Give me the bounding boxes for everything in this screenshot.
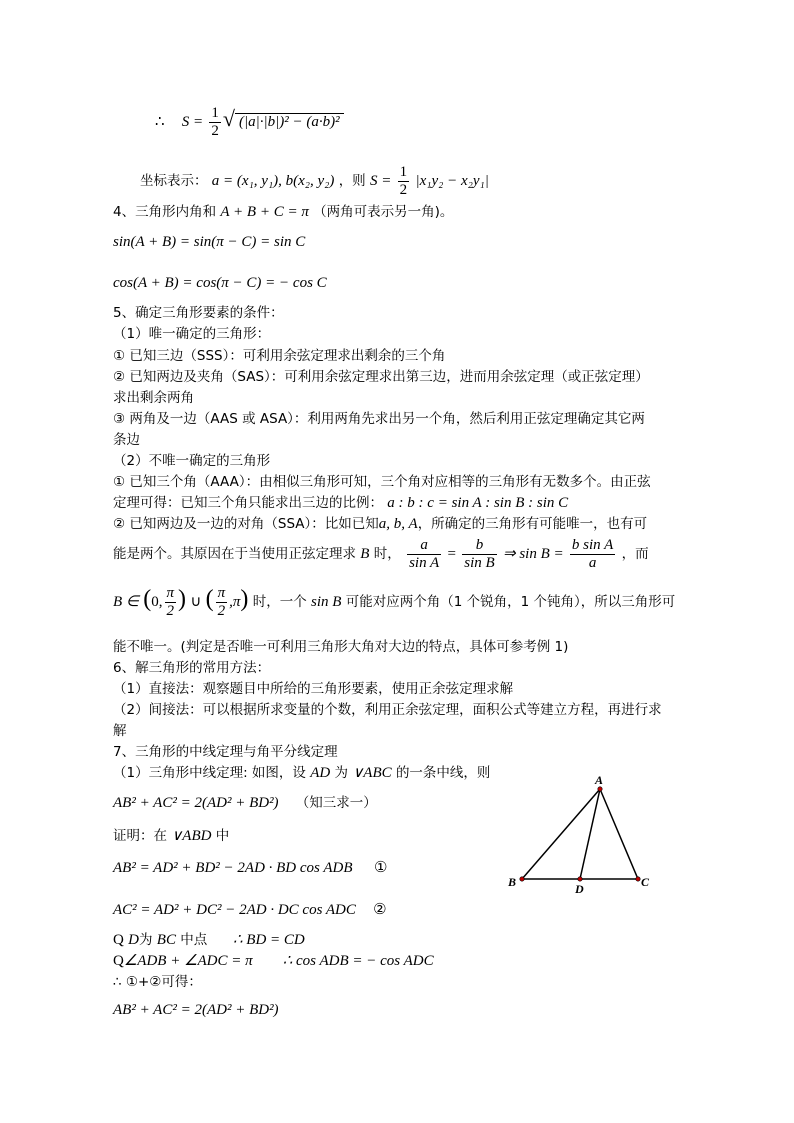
sine-law-frac-b: $\frac{b}{\text{sin B}}$ xyxy=(464,537,495,571)
coord-abs: |x₁y₂ − x₂y₁| xyxy=(415,173,489,189)
angle-sum-note: （两角可表示另一角)。 xyxy=(313,204,454,220)
vertex-a-dot xyxy=(598,787,602,791)
sec4-title: 4、三角形内角和 A + B + C = π （两角可表示另一角)。 xyxy=(113,204,454,220)
label-b: B xyxy=(508,875,517,889)
ssa-item-line1: ② 已知两边及一边的对角（SSA）：比如已知a, b, A，所确定的三角形有可能唯一，也有可 xyxy=(113,516,648,532)
supplementary-angles-line: Q∠ADB + ∠ADC = π ∴ cos ADB = − cos ADC xyxy=(113,953,434,969)
indirect-method-line1: （2）间接法：可以根据所求变量的个数，利用正余弦定理，面积公式等建立方程，再进行求 xyxy=(113,702,662,718)
sqrt-sign: √ xyxy=(222,106,235,131)
coord-formula xyxy=(140,164,489,200)
ssa-known: a, b, A xyxy=(378,516,418,532)
sec6-title: 6、解三角形的常用方法： xyxy=(113,660,271,676)
point-d-dot xyxy=(578,877,582,881)
unique-title: （1）唯一确定的三角形： xyxy=(113,326,271,342)
ssa-item-line3: B ∈ (0, $\frac{\pi}{2}$ ) ∪ ( $\frac{\pi}{2}$ ,π) 时，一个 sin B 可能对应两个角（1 个锐角，1 个钝角），所以三角形可 xyxy=(113,585,676,619)
proof-intro: 证明：在 ∨ABD 中 xyxy=(113,828,230,844)
side-ab xyxy=(522,789,600,879)
sas-item-line2: 求出剩余两角 xyxy=(113,390,194,406)
coord-half-fraction: $\frac{1}{2}$ xyxy=(399,164,408,198)
label-c: C xyxy=(641,875,650,889)
sas-item-line1: ② 已知两边及夹角（SAS）：可利用余弦定理求出第三边，进而用余弦定理（或正弦定理） xyxy=(113,369,649,385)
coord-then: ，则 xyxy=(338,173,366,189)
area-formula xyxy=(155,105,344,141)
sec7-title: 7、三角形的中线定理与角平分线定理 xyxy=(113,744,338,760)
final-result: AB² + AC² = 2(AD² + BD²) xyxy=(113,1002,279,1018)
therefore-symbol: ∴ xyxy=(155,114,165,130)
coord-label: 坐标表示： xyxy=(140,173,208,189)
aas-item-line2: 条边 xyxy=(113,432,140,448)
angle-sum-formula: A + B + C = π xyxy=(220,204,309,220)
indirect-method-line2: 解 xyxy=(113,723,127,739)
interval-frac-2: $\frac{\pi}{2}$ xyxy=(217,585,226,619)
proof-eq1: AB² = AD² + BD² − 2AD · BD cos ADB ① xyxy=(113,860,388,876)
radicand: (|a|·|b|)² − (a·b)² xyxy=(235,113,344,130)
cos-identity: cos(A + B) = cos(π − C) = − cos C xyxy=(113,275,327,291)
proof-eq2: AC² = AD² + DC² − 2AD · DC cos ADC ② xyxy=(113,902,387,918)
coord-lhs: S = xyxy=(369,173,392,189)
label-a: A xyxy=(595,773,604,787)
vertex-c-dot xyxy=(636,877,640,881)
aaa-item-line2: 定理可得：已知三个角只能求出三边的比例： a : b : c = sin A : sin B : sin C xyxy=(113,495,569,511)
sss-item: ① 已知三边（SSS）：可利用余弦定理求出剩余的三个角 xyxy=(113,348,446,364)
sine-law-frac-a: $\frac{a}{\text{sin A}}$ xyxy=(409,537,440,571)
nonunique-title: （2）不唯一确定的三角形 xyxy=(113,453,271,469)
sin-identity: sin(A + B) = sin(π − C) = sin C xyxy=(113,234,306,250)
interval-frac-1: $\frac{\pi}{2}$ xyxy=(166,585,175,619)
aas-item-line1: ③ 两角及一边（AAS 或 ASA）：利用两角先求出另一个角，然后利用正弦定理确定其它两 xyxy=(113,411,645,427)
area-lhs: S = xyxy=(181,114,204,130)
median-triangle-figure xyxy=(500,770,670,895)
aaa-item-line1: ① 已知三个角（AAA）：由相似三角形可知，三个角对应相等的三角形有无数多个。由正弦 xyxy=(113,474,651,490)
coord-vectors: a = (x₁, y₁), b(x₂, y₂) xyxy=(211,173,335,189)
midpoint-line: Q D为 BC 中点 ∴ BD = CD xyxy=(113,932,305,948)
half-fraction: $\frac{1}{2}$ xyxy=(211,105,219,139)
direct-method: （1）直接法：观察题目中所给的三角形要素，使用正余弦定理求解 xyxy=(113,681,514,697)
median-theorem: AB² + AC² = 2(AD² + BD²) （知三求一） xyxy=(113,795,377,811)
sum-line: ∴ ①+②可得： xyxy=(113,974,202,990)
ssa-item-line2: 能是两个。其原因在于当使用正弦定理求 B 时， $\frac{a}{\text{sin A}}$ = $\frac{b}{\text{sin B}}$ ⇒ sin B = $\frac{\text{b sin A}}{a}$ ，而 xyxy=(113,537,649,571)
vertex-b-dot xyxy=(520,877,524,881)
sin-b-frac: $\frac{\text{b sin A}}{a}$ xyxy=(571,537,614,571)
median-theorem-intro: （1）三角形中线定理: 如图，设 AD 为 ∨ABC 的一条中线，则 xyxy=(113,765,491,781)
sec5-title: 5、确定三角形要素的条件： xyxy=(113,305,284,321)
label-d: D xyxy=(575,882,584,895)
ssa-item-line4: 能不唯一。(判定是否唯一可利用三角形大角对大边的特点，具体可参考例 1) xyxy=(113,639,569,655)
side-ratio: a : b : c = sin A : sin B : sin C xyxy=(387,495,569,511)
median-ad xyxy=(580,789,600,879)
side-ac xyxy=(600,789,638,879)
